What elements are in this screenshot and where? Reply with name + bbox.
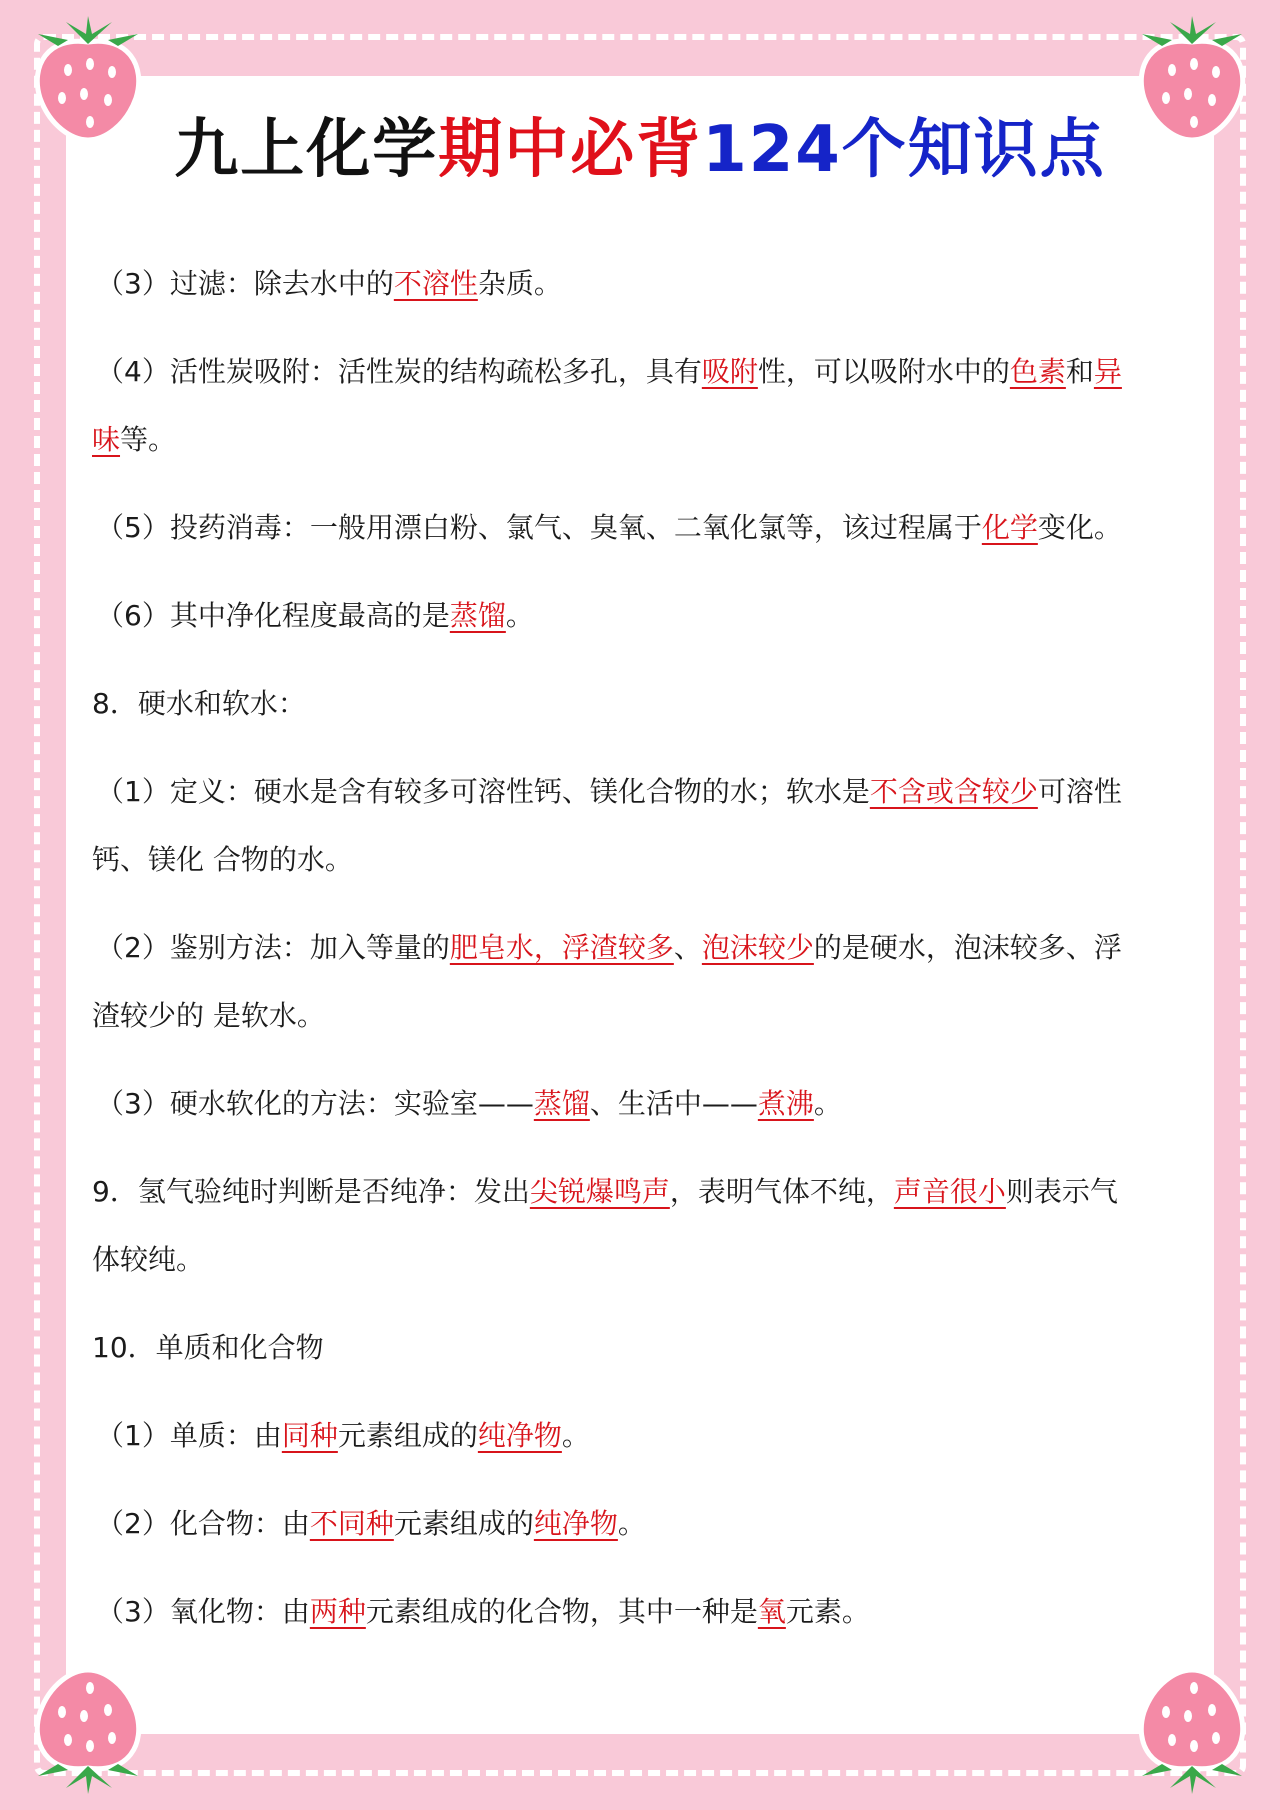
text: 则表示气 <box>1005 1175 1118 1208</box>
text: 元素组成的 <box>337 1419 478 1452</box>
text: 9．氢气验纯时判断是否纯净：发出 <box>92 1175 530 1208</box>
section-heading <box>92 1314 1192 1382</box>
text: 10．单质和化合物 <box>92 1331 324 1364</box>
point-line <box>92 1070 1192 1138</box>
text: 等。 <box>120 423 177 456</box>
text: 、 <box>673 931 702 964</box>
key-term: 肥皂水，浮渣较多 <box>449 931 674 964</box>
text: 。 <box>505 599 534 632</box>
text: （4）活性炭吸附：活性炭的结构疏松多孔，具有 <box>96 355 702 388</box>
text: 。 <box>617 1507 646 1540</box>
key-term: 味 <box>92 423 121 456</box>
point-line <box>92 982 1192 1050</box>
text: （1）定义：硬水是含有较多可溶性钙、镁化合物的水；软水是 <box>96 775 870 808</box>
key-term: 化学 <box>981 511 1038 544</box>
knowledge-points <box>92 250 1192 1646</box>
text: （6）其中净化程度最高的是 <box>96 599 450 632</box>
title-part-blue: 124个知识点 <box>702 113 1106 187</box>
point-line <box>92 914 1192 982</box>
point-line <box>92 582 1192 650</box>
text: 钙、镁化 合物的水。 <box>92 843 353 876</box>
key-term: 同种 <box>281 1419 338 1452</box>
point-line <box>92 826 1192 894</box>
key-term: 蒸馏 <box>533 1087 590 1120</box>
key-term: 吸附 <box>701 355 758 388</box>
text: （3）硬水软化的方法：实验室—— <box>96 1087 534 1120</box>
key-term: 氧 <box>757 1595 786 1628</box>
key-term: 蒸馏 <box>449 599 506 632</box>
text: 体较纯。 <box>92 1243 205 1276</box>
text: 的是硬水，泡沫较多、浮 <box>813 931 1122 964</box>
text: 变化。 <box>1037 511 1122 544</box>
page-title <box>0 98 1280 190</box>
text: 、生活中—— <box>589 1087 758 1120</box>
section-heading <box>92 670 1192 738</box>
text: 性，可以吸附水中的 <box>757 355 1010 388</box>
point-line <box>92 494 1192 562</box>
point-line <box>92 338 1192 406</box>
point-line <box>92 1226 1192 1294</box>
key-term: 不溶性 <box>393 267 478 300</box>
key-term: 声音很小 <box>893 1175 1006 1208</box>
key-term: 不同种 <box>309 1507 394 1540</box>
key-term: 纯净物 <box>477 1419 562 1452</box>
point-line <box>92 250 1192 318</box>
point-line <box>92 1158 1192 1226</box>
text: （3）过滤：除去水中的 <box>96 267 394 300</box>
text: 8．硬水和软水： <box>92 687 306 720</box>
title-part-red: 期中必背 <box>438 113 703 187</box>
point-line <box>92 1578 1192 1646</box>
point-line <box>92 1402 1192 1470</box>
strawberry-icon <box>28 1666 148 1796</box>
key-term: 纯净物 <box>533 1507 618 1540</box>
text: 可溶性 <box>1037 775 1122 808</box>
point-line <box>92 1490 1192 1558</box>
text: 渣较少的 是软水。 <box>92 999 325 1032</box>
text: 。 <box>561 1419 590 1452</box>
text: 。 <box>813 1087 842 1120</box>
key-term: 泡沫较少 <box>701 931 814 964</box>
text: （3）氧化物：由 <box>96 1595 310 1628</box>
title-part-black: 九上化学 <box>174 113 439 187</box>
key-term: 异 <box>1093 355 1122 388</box>
text: （2）鉴别方法：加入等量的 <box>96 931 450 964</box>
key-term: 尖锐爆鸣声 <box>529 1175 670 1208</box>
text: ，表明气体不纯， <box>669 1175 894 1208</box>
text: （2）化合物：由 <box>96 1507 310 1540</box>
key-term: 煮沸 <box>757 1087 814 1120</box>
point-line <box>92 758 1192 826</box>
text: 元素组成的化合物，其中一种是 <box>365 1595 758 1628</box>
strawberry-icon <box>1132 1666 1252 1796</box>
key-term: 不含或含较少 <box>869 775 1038 808</box>
key-term: 两种 <box>309 1595 366 1628</box>
text: （5）投药消毒：一般用漂白粉、氯气、臭氧、二氧化氯等，该过程属于 <box>96 511 982 544</box>
text: 元素组成的 <box>393 1507 534 1540</box>
point-line <box>92 406 1192 474</box>
text: （1）单质：由 <box>96 1419 282 1452</box>
text: 元素。 <box>785 1595 870 1628</box>
text: 和 <box>1065 355 1094 388</box>
key-term: 色素 <box>1009 355 1066 388</box>
text: 杂质。 <box>477 267 562 300</box>
